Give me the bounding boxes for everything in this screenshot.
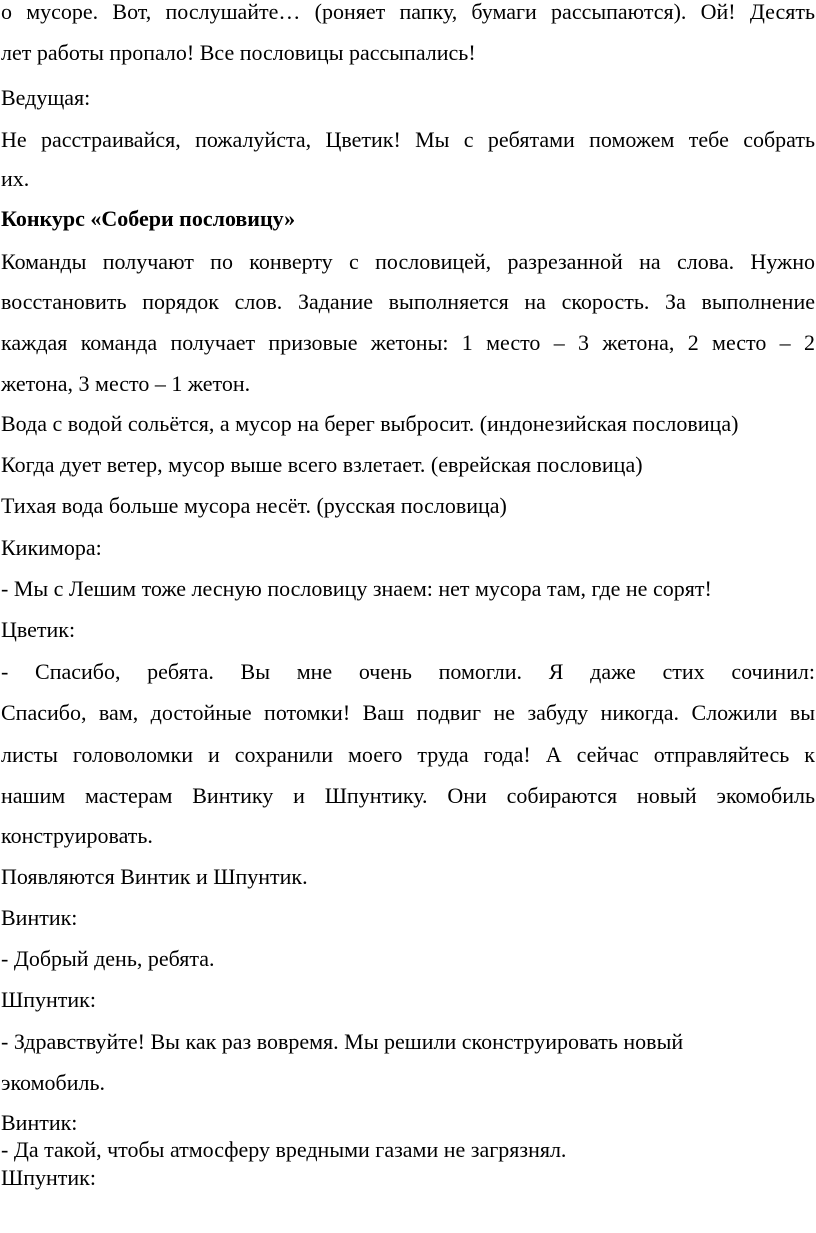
speaker-label: Ведущая: — [1, 85, 91, 110]
section-heading: Конкурс «Собери пословицу» — [1, 206, 296, 231]
speaker-label: Кикимора: — [1, 535, 102, 560]
text-line: их. — [1, 166, 30, 191]
speaker-label: Винтик: — [1, 905, 78, 930]
text-line: жетона, 3 место – 1 жетон. — [1, 371, 251, 396]
text-line: нашим мастерам Винтику и Шпунтику. Они собираются новый экомобиль — [1, 783, 815, 808]
text-line: Команды получают по конверту с пословицей, разрезанной на слова. Нужно — [1, 249, 815, 274]
speaker-label: Шпунтик: — [1, 1165, 96, 1190]
text-line: Не расстраивайся, пожалуйста, Цветик! Мы с ребятами поможем тебе собрать — [1, 127, 815, 152]
text-line: экомобиль. — [1, 1070, 105, 1095]
speaker-label: Цветик: — [1, 617, 76, 642]
text-line: о мусоре. Вот, послушайте… (роняет папку, бумаги рассыпаются). Ой! Десять — [1, 0, 815, 24]
proverb-line: Когда дует ветер, мусор выше всего взлетает. (еврейская пословица) — [1, 452, 643, 477]
text-line: - Мы с Лешим тоже лесную пословицу знаем: нет мусора там, где не сорят! — [1, 576, 712, 601]
text-line: лет работы пропало! Все пословицы рассыпались! — [1, 40, 476, 65]
text-line: конструировать. — [1, 823, 153, 848]
text-line: - Спасибо, ребята. Вы мне очень помогли. Я даже стих сочинил: — [1, 659, 815, 684]
text-line: листы головоломки и сохранили моего труда года! А сейчас отправляйтесь к — [1, 742, 815, 767]
text-line: Спасибо, вам, достойные потомки! Ваш подвиг не забуду никогда. Сложили вы — [1, 700, 815, 725]
text-line: - Здравствуйте! Вы как раз вовремя. Мы решили сконструировать новый — [1, 1029, 684, 1054]
text-line: восстановить порядок слов. Задание выполняется на скорость. За выполнение — [1, 289, 815, 314]
stage-direction: Появляются Винтик и Шпунтик. — [1, 864, 308, 889]
proverb-line: Тихая вода больше мусора несёт. (русская пословица) — [1, 493, 507, 518]
proverb-line: Вода с водой сольётся, а мусор на берег выбросит. (индонезийская пословица) — [1, 411, 739, 436]
speaker-label: Винтик: — [1, 1110, 78, 1135]
text-line: - Добрый день, ребята. — [1, 946, 215, 971]
text-line: каждая команда получает призовые жетоны: 1 место – 3 жетона, 2 место – 2 — [1, 330, 815, 355]
speaker-label: Шпунтик: — [1, 987, 96, 1012]
text-line: - Да такой, чтобы атмосферу вредными газами не загрязнял. — [1, 1137, 567, 1162]
